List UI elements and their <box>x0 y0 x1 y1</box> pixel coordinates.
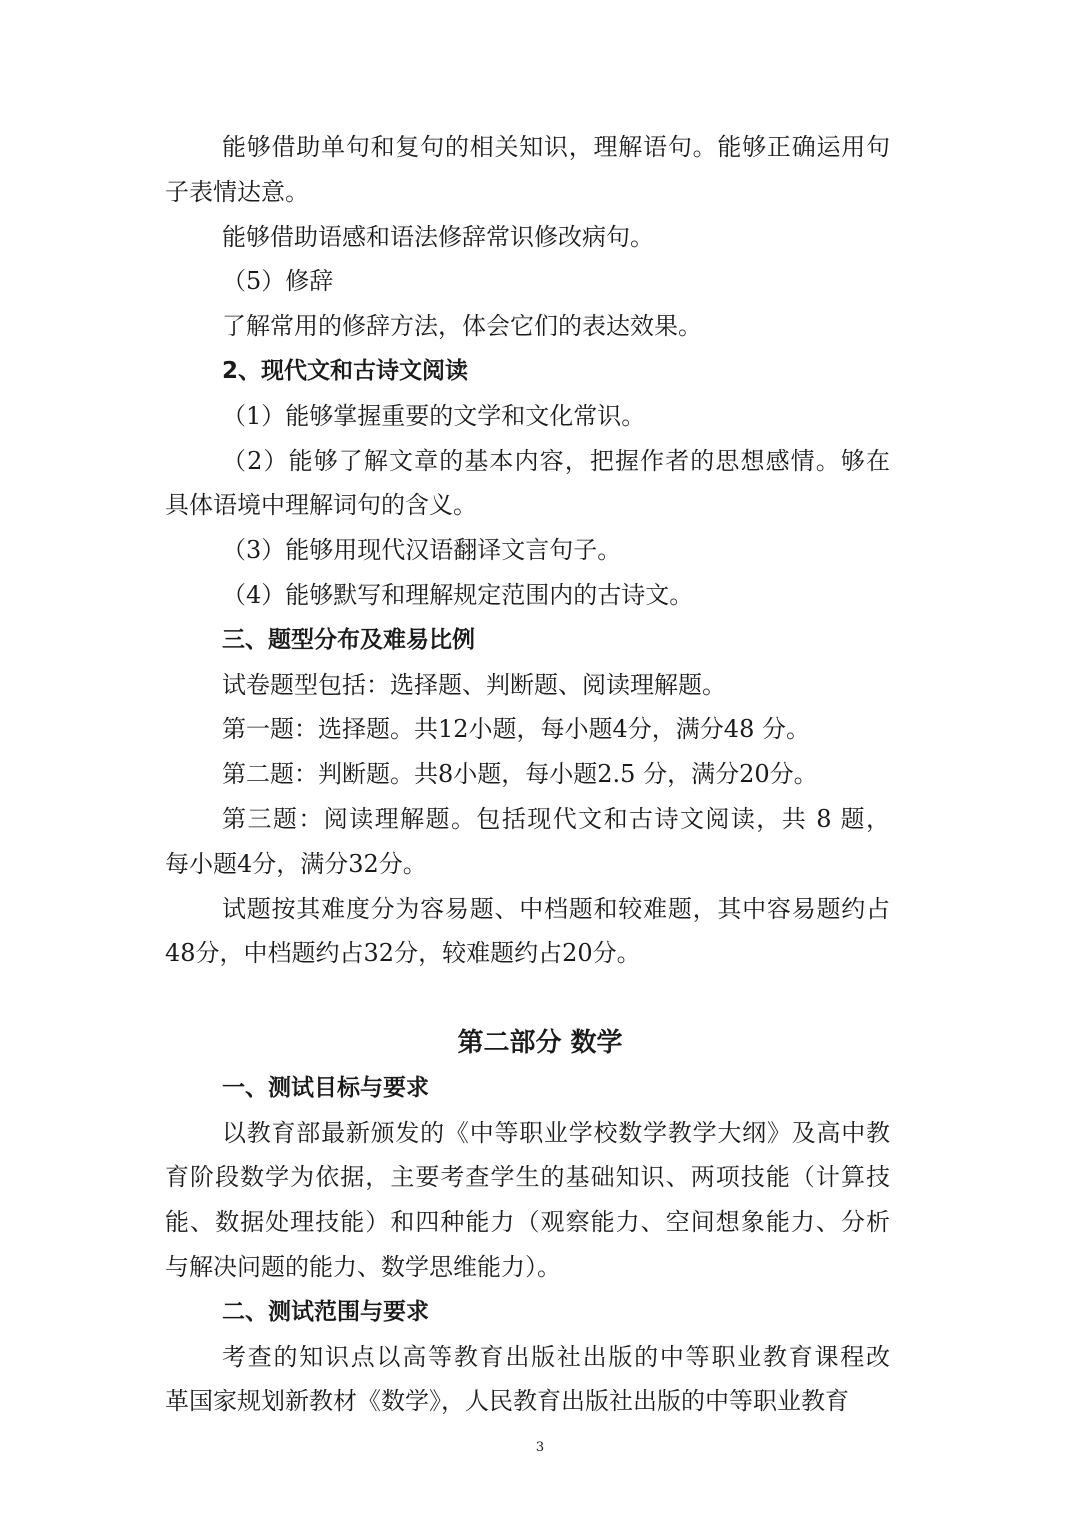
text-line: 试卷题型包括：选择题、判断题、阅读理解题。 <box>222 670 726 699</box>
text-line: 能够借助单句和复句的相关知识，理解语句。能够正确运用句 <box>222 133 890 161</box>
text-line: 第二部分 数学 <box>457 1028 623 1058</box>
text-line: 每小题4分，满分32分。 <box>165 849 427 878</box>
text-line: 与解决问题的能力、数学思维能力）。 <box>165 1253 561 1281</box>
text-line: （1）能够掌握重要的文学和文化常识。 <box>222 401 646 430</box>
text-line: 试题按其难度分为容易题、中档题和较难题，其中容易题约占 <box>222 894 890 923</box>
text-line: 第一题：选择题。共12小题，每小题4分，满分48 分。 <box>222 715 810 744</box>
text-line: 第二题：判断题。共8小题，每小题2.5 分，满分20分。 <box>222 760 818 789</box>
text-line: 2、现代文和古诗文阅读 <box>222 358 469 384</box>
text-line: 具体语境中理解词句的含义。 <box>165 491 477 520</box>
text-line: 子表情达意。 <box>165 177 309 206</box>
text-line: 三、题型分布及难易比例 <box>222 626 475 653</box>
text-line: （4）能够默写和理解规定范围内的古诗文。 <box>222 581 694 609</box>
text-line: （3）能够用现代汉语翻译文言句子。 <box>222 536 622 565</box>
text-line: 48分，中档题约占32分，较难题约占20分。 <box>165 939 641 968</box>
text-line: 二、测试范围与要求 <box>222 1298 429 1325</box>
text-line: 能、数据处理技能）和四种能力（观察能力、空间想象能力、分析 <box>165 1208 890 1237</box>
text-line: 第三题：阅读理解题。包括现代文和古诗文阅读，共 8 题， <box>222 805 890 833</box>
page-number: 3 <box>535 1440 545 1455</box>
text-line: （2）能够了解文章的基本内容，把握作者的思想感情。够在 <box>222 446 890 475</box>
text-line: 以教育部最新颁发的《中等职业学校数学教学大纲》及高中教 <box>222 1118 890 1147</box>
text-line: 一、测试目标与要求 <box>222 1074 429 1101</box>
text-line: （5）修辞 <box>222 267 334 296</box>
text-line: 能够借助语感和语法修辞常识修改病句。 <box>222 222 654 251</box>
text-line: 了解常用的修辞方法，体会它们的表达效果。 <box>222 312 702 341</box>
text-line: 育阶段数学为依据，主要考查学生的基础知识、两项技能（计算技 <box>165 1163 890 1192</box>
text-line: 革国家规划新教材《数学》，人民教育出版社出版的中等职业教育 <box>165 1387 849 1416</box>
text-line: 考查的知识点以高等教育出版社出版的中等职业教育课程改 <box>222 1342 890 1371</box>
